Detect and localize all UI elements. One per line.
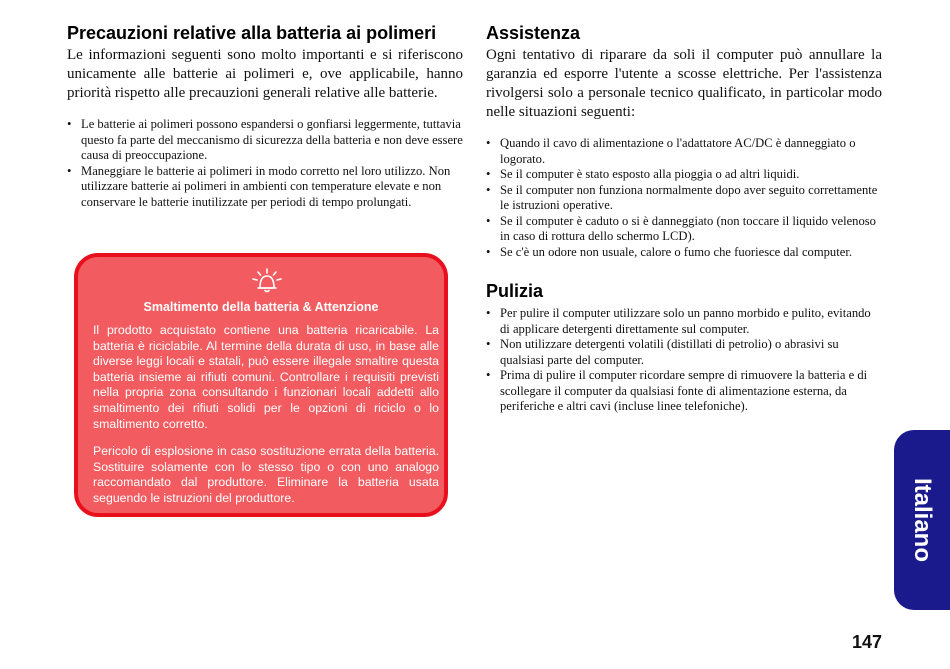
list-item: • Quando il cavo di alimentazione o l'adattatore AC/DC è danneggiato o logorato. [486,136,882,167]
left-column [67,22,463,210]
warning-paragraph-disposal: Il prodotto acquistato contiene una batteria ricaricabile. La batteria è riciclabile. Al termine della durata di uso, in base alle diverse leggi locali e statali, può essere illegale smaltire questa batteria insieme ai rifiuti comuni. Controllare i requisiti previsti nella propria zona consultando i funzionari locali addetti allo smaltimento dei rifiuti solidi per le opzioni di riciclo o lo smaltimento corretto. [93,323,439,431]
assistenza-title: Assistenza [486,23,581,43]
list-item: • Le batterie ai polimeri possono espandersi o gonfiarsi leggermente, tuttavia questo fa parte del meccanismo di sicurezza della batteria e non deve essere causa di preoccupazione. [67,117,463,164]
list-item: • Se il computer è stato esposto alla pioggia o ad altri liquidi. [486,167,882,183]
page-number: 147 [851,632,882,652]
warning-paragraph-explosion: Pericolo di esplosione in caso sostituzione errata della batteria. Sostituire solamente con lo stesso tipo o con uno analogo raccomandato dal produttore. Eliminare la batteria usata seguendo le istruzioni del produttore. [93,444,439,505]
list-item: • Se c'è un odore non usuale, calore o fumo che fuoriesce dal computer. [486,245,882,261]
battery-precautions-list [67,117,463,210]
list-item: • Se il computer è caduto o si è danneggiato (non toccare il liquido velenoso in caso di rottura dello schermo LCD). [486,214,882,245]
assistenza-list [486,136,882,260]
list-item: • Prima di pulire il computer ricordare sempre di rimuovere la batteria e di scollegare il computer da qualsiasi fonte di alimentazione esterna, da periferiche e altri cavi (incluse linee telefoniche). [486,368,882,415]
warning-title: Smaltimento della batteria & Attenzione [143,300,379,314]
list-item: • Maneggiare le batterie ai polimeri in modo corretto nel loro utilizzo. Non utilizzare batterie ai polimeri in ambienti con temperature elevate e non conservare le batterie inutilizzate per periodi di tempo prolungati. [67,164,463,211]
pulizia-section [486,280,882,415]
language-tab-label: Italiano [909,477,937,563]
battery-precautions-intro: Le informazioni seguenti sono molto importanti e si riferiscono unicamente alle batterie ai polimeri e, ove applicabile, hanno priorità rispetto alle precauzioni generali relative alle batterie. [67,47,463,101]
battery-precautions-title: Precauzioni relative alla batteria ai polimeri [67,23,437,43]
pulizia-list [486,306,882,415]
language-side-tab [894,430,950,610]
battery-disposal-warning-box [74,253,448,517]
list-item: • Non utilizzare detergenti volatili (distillati di petrolio) o abrasivi su qualsiasi parte del computer. [486,337,882,368]
alert-bell-icon [249,267,285,293]
pulizia-title: Pulizia [486,281,544,301]
right-column [486,22,882,415]
list-item: • Se il computer non funziona normalmente dopo aver seguito correttamente le istruzioni operative. [486,183,882,214]
assistenza-intro: Ogni tentativo di riparare da soli il computer può annullare la garanzia ed esporre l'utente a scosse elettriche. Per l'assistenza rivolgersi solo a personale tecnico qualificato, in particolar modo nelle situazioni seguenti: [486,47,882,120]
list-item: • Per pulire il computer utilizzare solo un panno morbido e pulito, evitando di applicare detergenti direttamente sul computer. [486,306,882,337]
